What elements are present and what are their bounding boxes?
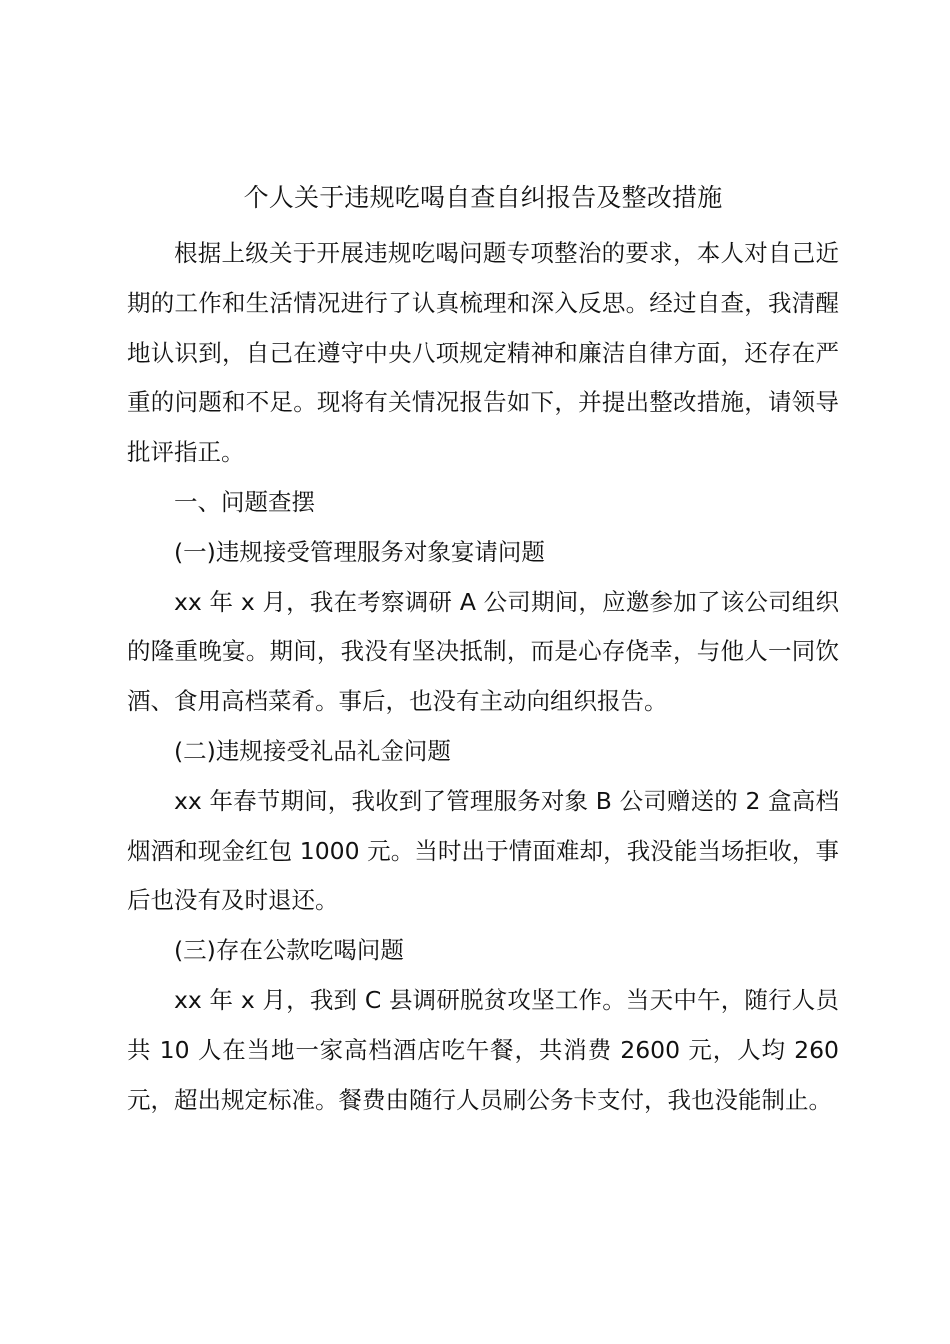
document-title: 个人关于违规吃喝自查自纠报告及整改措施 bbox=[243, 183, 723, 212]
paragraph-gifts: xx 年春节期间，我收到了管理服务对象 B 公司赠送的 2 盒高档烟酒和现金红包 1000 元。当时出于情面难却，我没能当场拒收，事后也没有及时退还。 bbox=[127, 786, 839, 915]
paragraph-public-funds: xx 年 x 月，我到 C 县调研脱贫攻坚工作。当天中午，随行人员共 10 人在当地一家高档酒店吃午餐，共消费 2600 元，人均 260 元，超出规定标准。餐费由随行人员刷公务卡支付，我也没能制止。 bbox=[127, 985, 839, 1114]
paragraph-intro: 根据上级关于开展违规吃喝问题专项整治的要求，本人对自己近期的工作和生活情况进行了认真梳理和深入反思。经过自查，我清醒地认识到，自己在遵守中央八项规定精神和廉洁自律方面，还存在严重的问题和不足。现将有关情况报告如下，并提出整改措施，请领导批评指正。 bbox=[127, 239, 839, 467]
section-heading-problems: 一、问题查摆 bbox=[174, 487, 315, 516]
subheading-public-funds: (三)存在公款吃喝问题 bbox=[174, 936, 404, 965]
paragraph-banquet: xx 年 x 月，我在考察调研 A 公司期间，应邀参加了该公司组织的隆重晚宴。期间，我没有坚决抵制，而是心存侥幸，与他人一同饮酒、食用高档菜肴。事后，也没有主动向组织报告。 bbox=[127, 587, 839, 716]
document-page bbox=[127, 180, 839, 1125]
subheading-banquet: (一)违规接受管理服务对象宴请问题 bbox=[174, 537, 545, 566]
subheading-gifts: (二)违规接受礼品礼金问题 bbox=[174, 736, 451, 765]
